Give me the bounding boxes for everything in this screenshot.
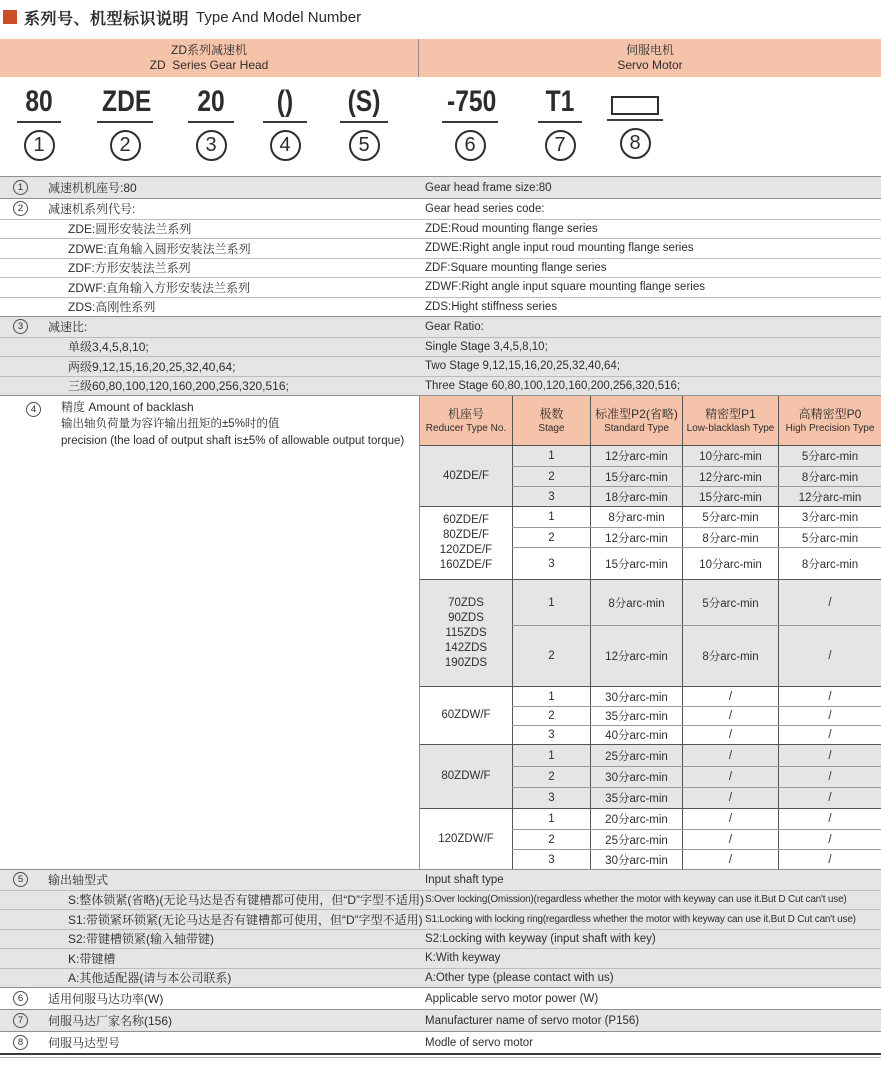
spec-block-4 bbox=[0, 395, 881, 869]
stage-value: 3 bbox=[512, 726, 590, 744]
backlash-row bbox=[512, 507, 881, 527]
high-precision-value: / bbox=[778, 767, 881, 787]
header-servo-zh: 伺服电机 bbox=[625, 43, 674, 57]
standard-type-value: 30分arc-min bbox=[590, 850, 682, 869]
row-label-zh: 输出轴型式 bbox=[48, 873, 109, 888]
row-label-zh: K:带键槽 bbox=[68, 951, 116, 966]
backlash-stage-rows bbox=[512, 580, 881, 686]
backlash-row bbox=[512, 486, 881, 506]
backlash-row bbox=[512, 527, 881, 547]
row-label-zh: ZDWF:直角输入方形安装法兰系列 bbox=[68, 280, 250, 295]
row-label-zh: ZDS:高刚性系列 bbox=[68, 300, 156, 315]
model-code-text: () bbox=[276, 85, 294, 118]
reducer-model-name: 115ZDS bbox=[445, 626, 487, 639]
model-segment bbox=[17, 87, 61, 161]
row-label-cell bbox=[0, 179, 419, 196]
row-label-cell bbox=[0, 871, 419, 888]
row-label-en: S1:Locking with locking ring(regardless whether the motor with keyway can use it.But D Cut can't use) bbox=[425, 913, 856, 925]
spec-block-5 bbox=[0, 869, 881, 987]
backlash-table-header bbox=[420, 396, 881, 446]
standard-type-value: 12分arc-min bbox=[590, 626, 682, 686]
backlash-stage-rows bbox=[512, 507, 881, 579]
low-backlash-value: 12分arc-min bbox=[682, 467, 778, 486]
row-label-en: ZDE:Roud mounting flange series bbox=[425, 222, 598, 235]
standard-type-value: 8分arc-min bbox=[590, 507, 682, 527]
model-circle-number: 1 bbox=[24, 130, 55, 161]
model-underline bbox=[263, 121, 307, 123]
row-label-zh: ZDWE:直角输入圆形安装法兰系列 bbox=[68, 241, 251, 256]
row-label-cell bbox=[0, 220, 419, 237]
backlash-group bbox=[420, 506, 881, 579]
reducer-model-name: 80ZDE/F bbox=[442, 529, 489, 541]
row-label-cell bbox=[0, 911, 423, 928]
row-label-cell bbox=[0, 969, 419, 986]
spec-block-8 bbox=[0, 1031, 881, 1053]
backlash-note-line: precision (the load of output shaft is±5% of allowable output torque) bbox=[61, 435, 405, 447]
row-label-zh: 减速机系列代号: bbox=[48, 202, 136, 217]
backlash-row bbox=[512, 706, 881, 725]
spec-block-7 bbox=[0, 1009, 881, 1031]
reducer-model-cell bbox=[420, 809, 512, 869]
backlash-row bbox=[512, 725, 881, 744]
row-label-en: ZDWE:Right angle input roud mounting flange series bbox=[425, 242, 694, 255]
high-precision-value: / bbox=[778, 707, 881, 725]
low-backlash-value: 8分arc-min bbox=[682, 528, 778, 547]
row-label-zh: 两级9,12,15,16,20,25,32,40,64; bbox=[68, 359, 236, 374]
reducer-model-name: 60ZDE/F bbox=[442, 514, 489, 526]
backlash-table bbox=[419, 396, 881, 869]
bottom-rule bbox=[0, 1057, 881, 1058]
model-segment bbox=[97, 87, 153, 161]
row-number-badge: 7 bbox=[13, 1013, 28, 1028]
spec-block-1 bbox=[0, 177, 881, 198]
standard-type-value: 25分arc-min bbox=[590, 745, 682, 766]
backlash-row bbox=[512, 466, 881, 486]
row-number-badge: 6 bbox=[13, 991, 28, 1006]
header-gearhead-en: ZD Series Gear Head bbox=[149, 58, 269, 72]
backlash-header-cell bbox=[420, 396, 512, 445]
row-label-en: Two Stage 9,12,15,16,20,25,32,40,64; bbox=[425, 360, 621, 373]
row-label-cell bbox=[0, 318, 419, 335]
backlash-row bbox=[512, 687, 881, 706]
high-precision-value: 12分arc-min bbox=[778, 487, 881, 506]
backlash-stage-rows bbox=[512, 687, 881, 744]
backlash-group bbox=[420, 446, 881, 506]
reducer-model-name: 70ZDS bbox=[448, 596, 484, 609]
model-code-text: -750 bbox=[447, 85, 497, 118]
row-number-badge: 4 bbox=[26, 402, 41, 417]
model-circle-number: 2 bbox=[110, 130, 141, 161]
table-row bbox=[0, 1032, 881, 1053]
row-number-badge: 2 bbox=[13, 201, 28, 216]
backlash-header-en: Stage bbox=[538, 422, 565, 434]
low-backlash-value: 10分arc-min bbox=[682, 548, 778, 579]
backlash-note-line: 精度 Amount of backlash bbox=[61, 400, 194, 414]
low-backlash-value: / bbox=[682, 809, 778, 829]
high-precision-value: / bbox=[778, 830, 881, 849]
row-label-en: Gear head series code: bbox=[425, 202, 545, 215]
low-backlash-value: / bbox=[682, 687, 778, 706]
reducer-model-name: 80ZDW/F bbox=[441, 770, 491, 782]
backlash-header-zh: 极数 bbox=[539, 406, 564, 421]
reducer-model-name: 120ZDE/F bbox=[439, 544, 493, 556]
row-number-badge: 1 bbox=[13, 180, 28, 195]
low-backlash-value: 10分arc-min bbox=[682, 446, 778, 466]
backlash-header-cell bbox=[778, 396, 881, 445]
table-row bbox=[0, 337, 881, 357]
header-servo-en: Servo Motor bbox=[617, 58, 683, 72]
backlash-header-en: Low-blacklash Type bbox=[686, 422, 775, 434]
standard-type-value: 12分arc-min bbox=[590, 528, 682, 547]
table-row bbox=[0, 988, 881, 1009]
stage-value: 2 bbox=[512, 767, 590, 787]
stage-value: 2 bbox=[512, 830, 590, 849]
table-row bbox=[0, 199, 881, 219]
reducer-model-cell bbox=[420, 687, 512, 744]
row-label-en: A:Other type (please contact with us) bbox=[425, 971, 614, 984]
backlash-row bbox=[512, 849, 881, 869]
row-label-cell bbox=[0, 1012, 419, 1029]
row-label-zh: A:其他适配器(请与本公司联系) bbox=[68, 971, 232, 986]
reducer-model-name: 40ZDE/F bbox=[442, 469, 489, 482]
backlash-stage-rows bbox=[512, 446, 881, 506]
model-code-text: 20 bbox=[197, 85, 225, 118]
low-backlash-value: / bbox=[682, 767, 778, 787]
reducer-model-name: 160ZDE/F bbox=[439, 559, 493, 571]
model-segment bbox=[442, 87, 498, 161]
row-label-en: Gear Ratio: bbox=[425, 320, 484, 333]
model-box-placeholder bbox=[611, 96, 659, 115]
low-backlash-value: 5分arc-min bbox=[682, 507, 778, 527]
stage-value: 1 bbox=[512, 580, 590, 625]
row-label-en: ZDF:Square mounting flange series bbox=[425, 261, 607, 274]
stage-value: 3 bbox=[512, 487, 590, 506]
stage-value: 1 bbox=[512, 809, 590, 829]
table-row bbox=[0, 1010, 881, 1031]
low-backlash-value: 8分arc-min bbox=[682, 626, 778, 686]
model-code-text: T1 bbox=[545, 85, 575, 118]
backlash-row bbox=[512, 580, 881, 625]
low-backlash-value: / bbox=[682, 726, 778, 744]
stage-value: 1 bbox=[512, 446, 590, 466]
page-title-zh: 系列号、机型标识说明 bbox=[24, 10, 190, 28]
row-label-en: Applicable servo motor power (W) bbox=[425, 992, 599, 1005]
stage-value: 2 bbox=[512, 467, 590, 486]
reducer-model-cell bbox=[420, 580, 512, 686]
model-underline bbox=[188, 121, 234, 123]
high-precision-value: / bbox=[778, 809, 881, 829]
backlash-header-cell bbox=[590, 396, 682, 445]
high-precision-value: 8分arc-min bbox=[778, 467, 881, 486]
high-precision-value: 8分arc-min bbox=[778, 548, 881, 579]
model-circle-number: 5 bbox=[349, 130, 380, 161]
high-precision-value: / bbox=[778, 850, 881, 869]
model-circle-number: 7 bbox=[545, 130, 576, 161]
backlash-header-zh: 标准型P2(省略) bbox=[595, 406, 678, 421]
model-underline bbox=[442, 121, 498, 123]
backlash-group bbox=[420, 579, 881, 686]
row-label-en: S2:Locking with keyway (input shaft with key) bbox=[425, 932, 656, 945]
low-backlash-value: / bbox=[682, 850, 778, 869]
high-precision-value: / bbox=[778, 726, 881, 744]
stage-value: 3 bbox=[512, 850, 590, 869]
spec-table bbox=[0, 176, 881, 1055]
backlash-header-en: Reducer Type No. bbox=[425, 422, 507, 434]
row-label-en: Manufacturer name of servo motor (P156) bbox=[425, 1014, 640, 1027]
standard-type-value: 15分arc-min bbox=[590, 548, 682, 579]
standard-type-value: 35分arc-min bbox=[590, 707, 682, 725]
reducer-model-name: 60ZDW/F bbox=[441, 709, 491, 721]
backlash-header-en: Standard Type bbox=[604, 422, 669, 434]
row-label-cell bbox=[0, 240, 419, 257]
model-segment bbox=[538, 87, 582, 161]
header-strip bbox=[0, 39, 881, 77]
row-label-en: Gear head frame size:80 bbox=[425, 181, 552, 194]
row-number-badge: 8 bbox=[13, 1035, 28, 1050]
standard-type-value: 35分arc-min bbox=[590, 788, 682, 808]
high-precision-value: / bbox=[778, 580, 881, 625]
row-label-zh: 减速机机座号:80 bbox=[48, 181, 137, 195]
spec-block-6 bbox=[0, 987, 881, 1009]
row-label-zh: 适用伺服马达功率(W) bbox=[48, 992, 164, 1006]
table-row bbox=[0, 297, 881, 317]
stage-value: 1 bbox=[512, 507, 590, 527]
standard-type-value: 20分arc-min bbox=[590, 809, 682, 829]
standard-type-value: 25分arc-min bbox=[590, 830, 682, 849]
row-label-zh: ZDF:方形安装法兰系列 bbox=[68, 261, 191, 276]
row-label-en: Modle of servo motor bbox=[425, 1036, 534, 1049]
high-precision-value: 5分arc-min bbox=[778, 446, 881, 466]
low-backlash-value: / bbox=[682, 745, 778, 766]
model-segment bbox=[263, 87, 307, 161]
row-label-zh: S:整体锁紧(省略)(无论马达是否有键槽都可使用，但“D”字型不适用) bbox=[68, 893, 424, 908]
row-label-zh: 减速比: bbox=[48, 320, 88, 335]
standard-type-value: 30分arc-min bbox=[590, 687, 682, 706]
row-label-cell bbox=[0, 377, 419, 394]
row-label-en: S:Over locking(Omission)(regardless whether the motor with keyway can use it.But D Cut can't use) bbox=[425, 894, 847, 906]
row-label-en: Three Stage 60,80,100,120,160,200,256,320,516; bbox=[425, 379, 681, 392]
table-row bbox=[0, 890, 881, 910]
standard-type-value: 40分arc-min bbox=[590, 726, 682, 744]
high-precision-value: / bbox=[778, 626, 881, 686]
row-label-zh: 单级3,4,5,8,10; bbox=[68, 340, 149, 355]
row-label-cell bbox=[0, 298, 419, 315]
backlash-heading-lines bbox=[61, 399, 404, 450]
backlash-header-en: High Precision Type bbox=[785, 422, 875, 434]
high-precision-value: / bbox=[778, 687, 881, 706]
table-row bbox=[0, 870, 881, 890]
row-label-cell bbox=[0, 338, 419, 355]
spec-block-3 bbox=[0, 316, 881, 395]
table-row bbox=[0, 277, 881, 297]
model-underline bbox=[17, 121, 61, 123]
backlash-row bbox=[512, 625, 881, 686]
stage-value: 2 bbox=[512, 707, 590, 725]
row-label-cell bbox=[0, 950, 419, 967]
stage-value: 1 bbox=[512, 687, 590, 706]
backlash-header-zh: 机座号 bbox=[447, 406, 484, 421]
model-code-text: (S) bbox=[347, 85, 381, 118]
backlash-row bbox=[512, 809, 881, 829]
model-segment bbox=[188, 87, 234, 161]
backlash-stage-rows bbox=[512, 745, 881, 808]
table-row bbox=[0, 238, 881, 258]
stage-value: 3 bbox=[512, 548, 590, 579]
row-label-en: Single Stage 3,4,5,8,10; bbox=[425, 340, 548, 353]
page-title bbox=[0, 0, 881, 27]
backlash-left-cell bbox=[0, 396, 419, 869]
row-label-cell bbox=[0, 200, 419, 217]
backlash-row bbox=[512, 787, 881, 808]
standard-type-value: 15分arc-min bbox=[590, 467, 682, 486]
model-underline bbox=[538, 121, 582, 123]
reducer-model-name: 90ZDS bbox=[448, 611, 484, 624]
backlash-group bbox=[420, 808, 881, 869]
model-underline bbox=[340, 121, 388, 123]
low-backlash-value: / bbox=[682, 830, 778, 849]
table-row bbox=[0, 219, 881, 239]
table-row bbox=[0, 258, 881, 278]
model-code-text: 80 bbox=[25, 85, 53, 118]
model-segment bbox=[607, 87, 663, 159]
model-code-text: ZDE bbox=[102, 85, 152, 118]
low-backlash-value: / bbox=[682, 788, 778, 808]
backlash-row bbox=[512, 547, 881, 579]
model-underline bbox=[607, 119, 663, 121]
low-backlash-value: / bbox=[682, 707, 778, 725]
row-label-en: ZDS:Hight stiffness series bbox=[425, 300, 558, 313]
row-label-cell bbox=[0, 1034, 419, 1051]
standard-type-value: 30分arc-min bbox=[590, 767, 682, 787]
reducer-model-cell bbox=[420, 745, 512, 808]
table-row bbox=[0, 376, 881, 396]
table-row bbox=[0, 948, 881, 968]
backlash-header-zh: 精密型P1 bbox=[705, 406, 756, 421]
row-number-badge: 3 bbox=[13, 319, 28, 334]
reducer-model-cell bbox=[420, 507, 512, 579]
stage-value: 3 bbox=[512, 788, 590, 808]
section-marker-icon bbox=[3, 10, 17, 24]
row-label-en: K:With keyway bbox=[425, 952, 501, 965]
backlash-row bbox=[512, 766, 881, 787]
model-segment bbox=[340, 87, 388, 161]
table-row bbox=[0, 356, 881, 376]
table-row bbox=[0, 909, 881, 929]
row-label-cell bbox=[0, 891, 424, 908]
low-backlash-value: 15分arc-min bbox=[682, 487, 778, 506]
row-label-en: ZDWF:Right angle input square mounting flange series bbox=[425, 281, 705, 294]
reducer-model-name: 190ZDS bbox=[444, 656, 488, 669]
table-row bbox=[0, 317, 881, 337]
model-code-row bbox=[0, 77, 881, 176]
stage-value: 2 bbox=[512, 528, 590, 547]
stage-value: 2 bbox=[512, 626, 590, 686]
backlash-header-cell bbox=[512, 396, 590, 445]
standard-type-value: 18分arc-min bbox=[590, 487, 682, 506]
backlash-note-line: 输出轴负荷量为容许输出扭矩的±5%时的值 bbox=[61, 418, 280, 430]
table-row bbox=[0, 177, 881, 198]
high-precision-value: 5分arc-min bbox=[778, 528, 881, 547]
header-cell-servo bbox=[419, 39, 881, 77]
table-row bbox=[0, 968, 881, 988]
model-underline bbox=[97, 121, 153, 123]
high-precision-value: / bbox=[778, 745, 881, 766]
backlash-heading-row bbox=[13, 399, 419, 450]
standard-type-value: 8分arc-min bbox=[590, 580, 682, 625]
backlash-row bbox=[512, 745, 881, 766]
reducer-model-cell bbox=[420, 446, 512, 506]
stage-value: 1 bbox=[512, 745, 590, 766]
page-title-en: Type And Model Number bbox=[196, 8, 362, 26]
backlash-group bbox=[420, 686, 881, 744]
model-circle-number: 4 bbox=[270, 130, 301, 161]
row-label-zh: ZDE:圆形安装法兰系列 bbox=[68, 222, 192, 237]
reducer-model-name: 120ZDW/F bbox=[438, 832, 494, 845]
row-label-cell bbox=[0, 358, 419, 375]
row-label-zh: 伺服马达型号 bbox=[48, 1036, 121, 1050]
standard-type-value: 12分arc-min bbox=[590, 446, 682, 466]
row-label-cell bbox=[0, 930, 419, 947]
backlash-header-zh: 高精密型P0 bbox=[798, 406, 862, 421]
row-label-cell bbox=[0, 259, 419, 276]
row-label-zh: 伺服马达厂家名称(156) bbox=[48, 1014, 173, 1028]
reducer-model-name: 142ZDS bbox=[444, 641, 488, 654]
table-row bbox=[0, 929, 881, 949]
low-backlash-value: 5分arc-min bbox=[682, 580, 778, 625]
spec-block-2 bbox=[0, 198, 881, 316]
header-gearhead-zh: ZD系列减速机 bbox=[171, 43, 247, 57]
backlash-header-cell bbox=[682, 396, 778, 445]
backlash-group bbox=[420, 744, 881, 808]
row-label-zh: S1:带锁紧环锁紧(无论马达是否有键槽都可使用，但“D”字型不适用) bbox=[68, 912, 423, 927]
backlash-row bbox=[512, 829, 881, 849]
header-cell-gearhead bbox=[0, 39, 419, 77]
row-label-zh: 三级60,80,100,120,160,200,256,320,516; bbox=[68, 379, 289, 394]
model-circle-number: 8 bbox=[620, 128, 651, 159]
row-label-en: Input shaft type bbox=[425, 873, 504, 886]
row-label-cell bbox=[0, 279, 419, 296]
high-precision-value: / bbox=[778, 788, 881, 808]
model-circle-number: 6 bbox=[455, 130, 486, 161]
row-number-badge: 5 bbox=[13, 872, 28, 887]
backlash-row bbox=[512, 446, 881, 466]
model-circle-number: 3 bbox=[196, 130, 227, 161]
row-label-zh: S2:带键槽锁紧(输入轴带键) bbox=[68, 932, 215, 947]
backlash-stage-rows bbox=[512, 809, 881, 869]
row-label-cell bbox=[0, 990, 419, 1007]
high-precision-value: 3分arc-min bbox=[778, 507, 881, 527]
